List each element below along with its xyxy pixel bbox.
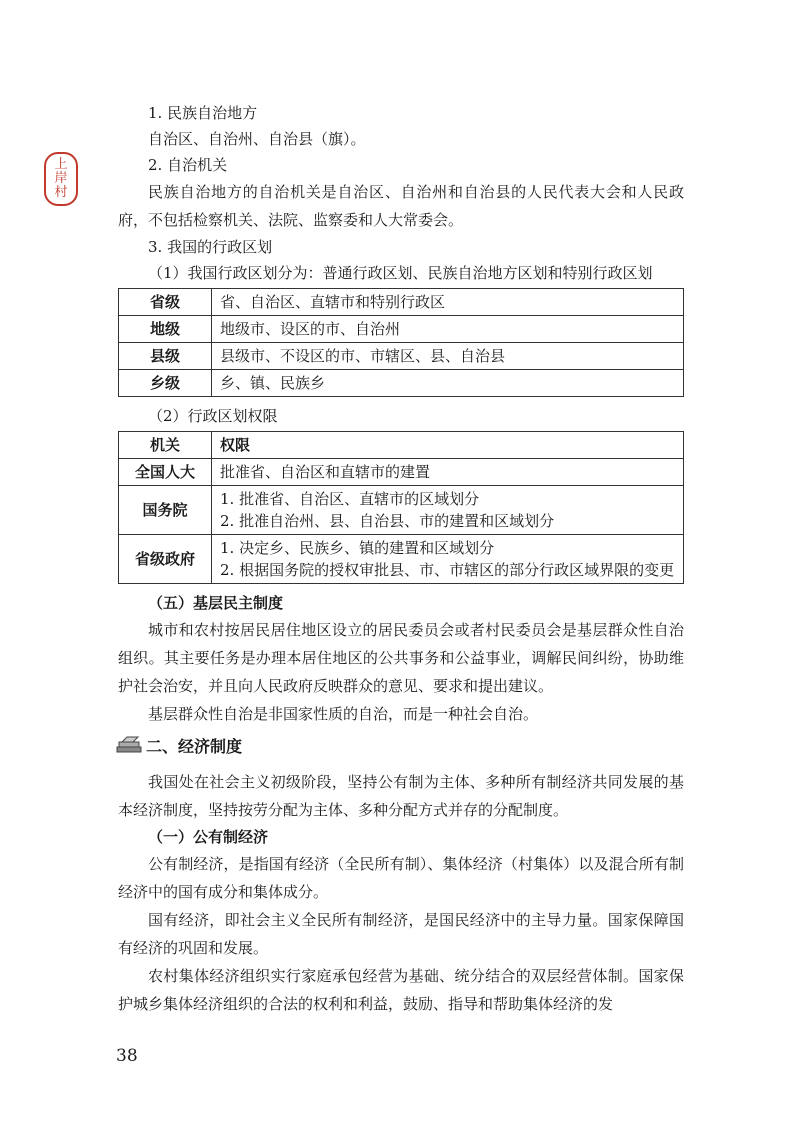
economy-paragraph-4: 农村集体经济组织实行家庭承包经营为基础、统分结合的双层经营体制。国家保护城乡集体经济组织的合法的权利和利益，鼓励、指导和帮助集体经济的发	[118, 967, 684, 1013]
section-title: 二、经济制度	[146, 736, 243, 756]
item-heading-2: 2. 自治机关	[148, 156, 228, 174]
table-row	[119, 459, 684, 486]
power-line: 批准省、自治区和直辖市的建置	[220, 463, 431, 481]
desc-cell: 地级市、设区的市、自治州	[212, 316, 684, 343]
page-number: 38	[116, 1046, 138, 1066]
organ-cell: 全国人大	[119, 459, 212, 486]
economy-paragraph-3: 国有经济，即社会主义全民所有制经济，是国民经济中的主导力量。国家保障国有经济的巩固和发展。	[118, 911, 684, 957]
power-cell	[212, 486, 684, 535]
authority-table	[118, 431, 684, 584]
level-cell: 乡级	[119, 370, 212, 397]
table-row	[119, 486, 684, 535]
desc-cell: 省、自治区、直辖市和特别行政区	[212, 289, 684, 316]
table-row	[119, 535, 684, 584]
level-cell: 省级	[119, 289, 212, 316]
seal-stamp: 上 岸 村	[44, 152, 78, 206]
division-authority-heading: （2）行政区划权限	[148, 407, 278, 425]
item-text-1: 自治区、自治州、自治县（旗）。	[148, 130, 366, 148]
organ-cell: 省级政府	[119, 535, 212, 584]
subsection-title-5: （五）基层民主制度	[148, 594, 284, 612]
subsection-title-1: （一）公有制经济	[148, 828, 269, 846]
admin-level-table	[118, 288, 684, 397]
organ-cell: 国务院	[119, 486, 212, 535]
division-intro: （1）我国行政区划分为：普通行政区划、民族自治地方区划和特别行政区划	[148, 264, 653, 282]
power-line: 1. 决定乡、民族乡、镇的建置和区域划分	[220, 539, 495, 557]
page-content	[118, 100, 684, 1018]
book-stack-icon	[114, 735, 144, 755]
table-row	[119, 316, 684, 343]
grassroots-paragraph-2: 基层群众性自治是非国家性质的自治，而是一种社会自治。	[148, 705, 539, 723]
level-cell: 县级	[119, 343, 212, 370]
header-power: 权限	[212, 432, 684, 459]
economy-paragraph-2: 公有制经济，是指国有经济（全民所有制）、集体经济（村集体）以及混合所有制经济中的国有成分和集体成分。	[118, 855, 684, 901]
power-cell	[212, 459, 684, 486]
economy-paragraph-1: 我国处在社会主义初级阶段，坚持公有制为主体、多种所有制经济共同发展的基本经济制度，坚持按劳分配为主体、多种分配方式并存的分配制度。	[118, 773, 684, 819]
level-cell: 地级	[119, 316, 212, 343]
autonomy-organs-paragraph: 民族自治地方的自治机关是自治区、自治州和自治县的人民代表大会和人民政府，不包括检察机关、法院、监察委和人大常委会。	[118, 183, 684, 229]
section-heading	[114, 728, 684, 762]
power-line: 1. 批准省、自治区、直辖市的区域划分	[220, 490, 480, 508]
table-row	[119, 343, 684, 370]
item-heading-3: 3. 我国的行政区划	[148, 238, 273, 256]
item-heading-1: 1. 民族自治地方	[148, 104, 258, 122]
header-organ: 机关	[119, 432, 212, 459]
table-row	[119, 289, 684, 316]
power-line: 2. 根据国务院的授权审批县、市、市辖区的部分行政区域界限的变更	[220, 561, 675, 579]
power-line: 2. 批准自治州、县、自治县、市的建置和区域划分	[220, 512, 555, 530]
power-cell	[212, 535, 684, 584]
grassroots-paragraph-1: 城市和农村按居民居住地区设立的居民委员会或者村民委员会是基层群众性自治组织。其主要任务是办理本居住地区的公共事务和公益事业，调解民间纠纷，协助维护社会治安，并且向人民政府反映群众的意见、要求和提出建议。	[118, 621, 684, 695]
desc-cell: 乡、镇、民族乡	[212, 370, 684, 397]
table-header-row	[119, 432, 684, 459]
table-row	[119, 370, 684, 397]
desc-cell: 县级市、不设区的市、市辖区、县、自治县	[212, 343, 684, 370]
